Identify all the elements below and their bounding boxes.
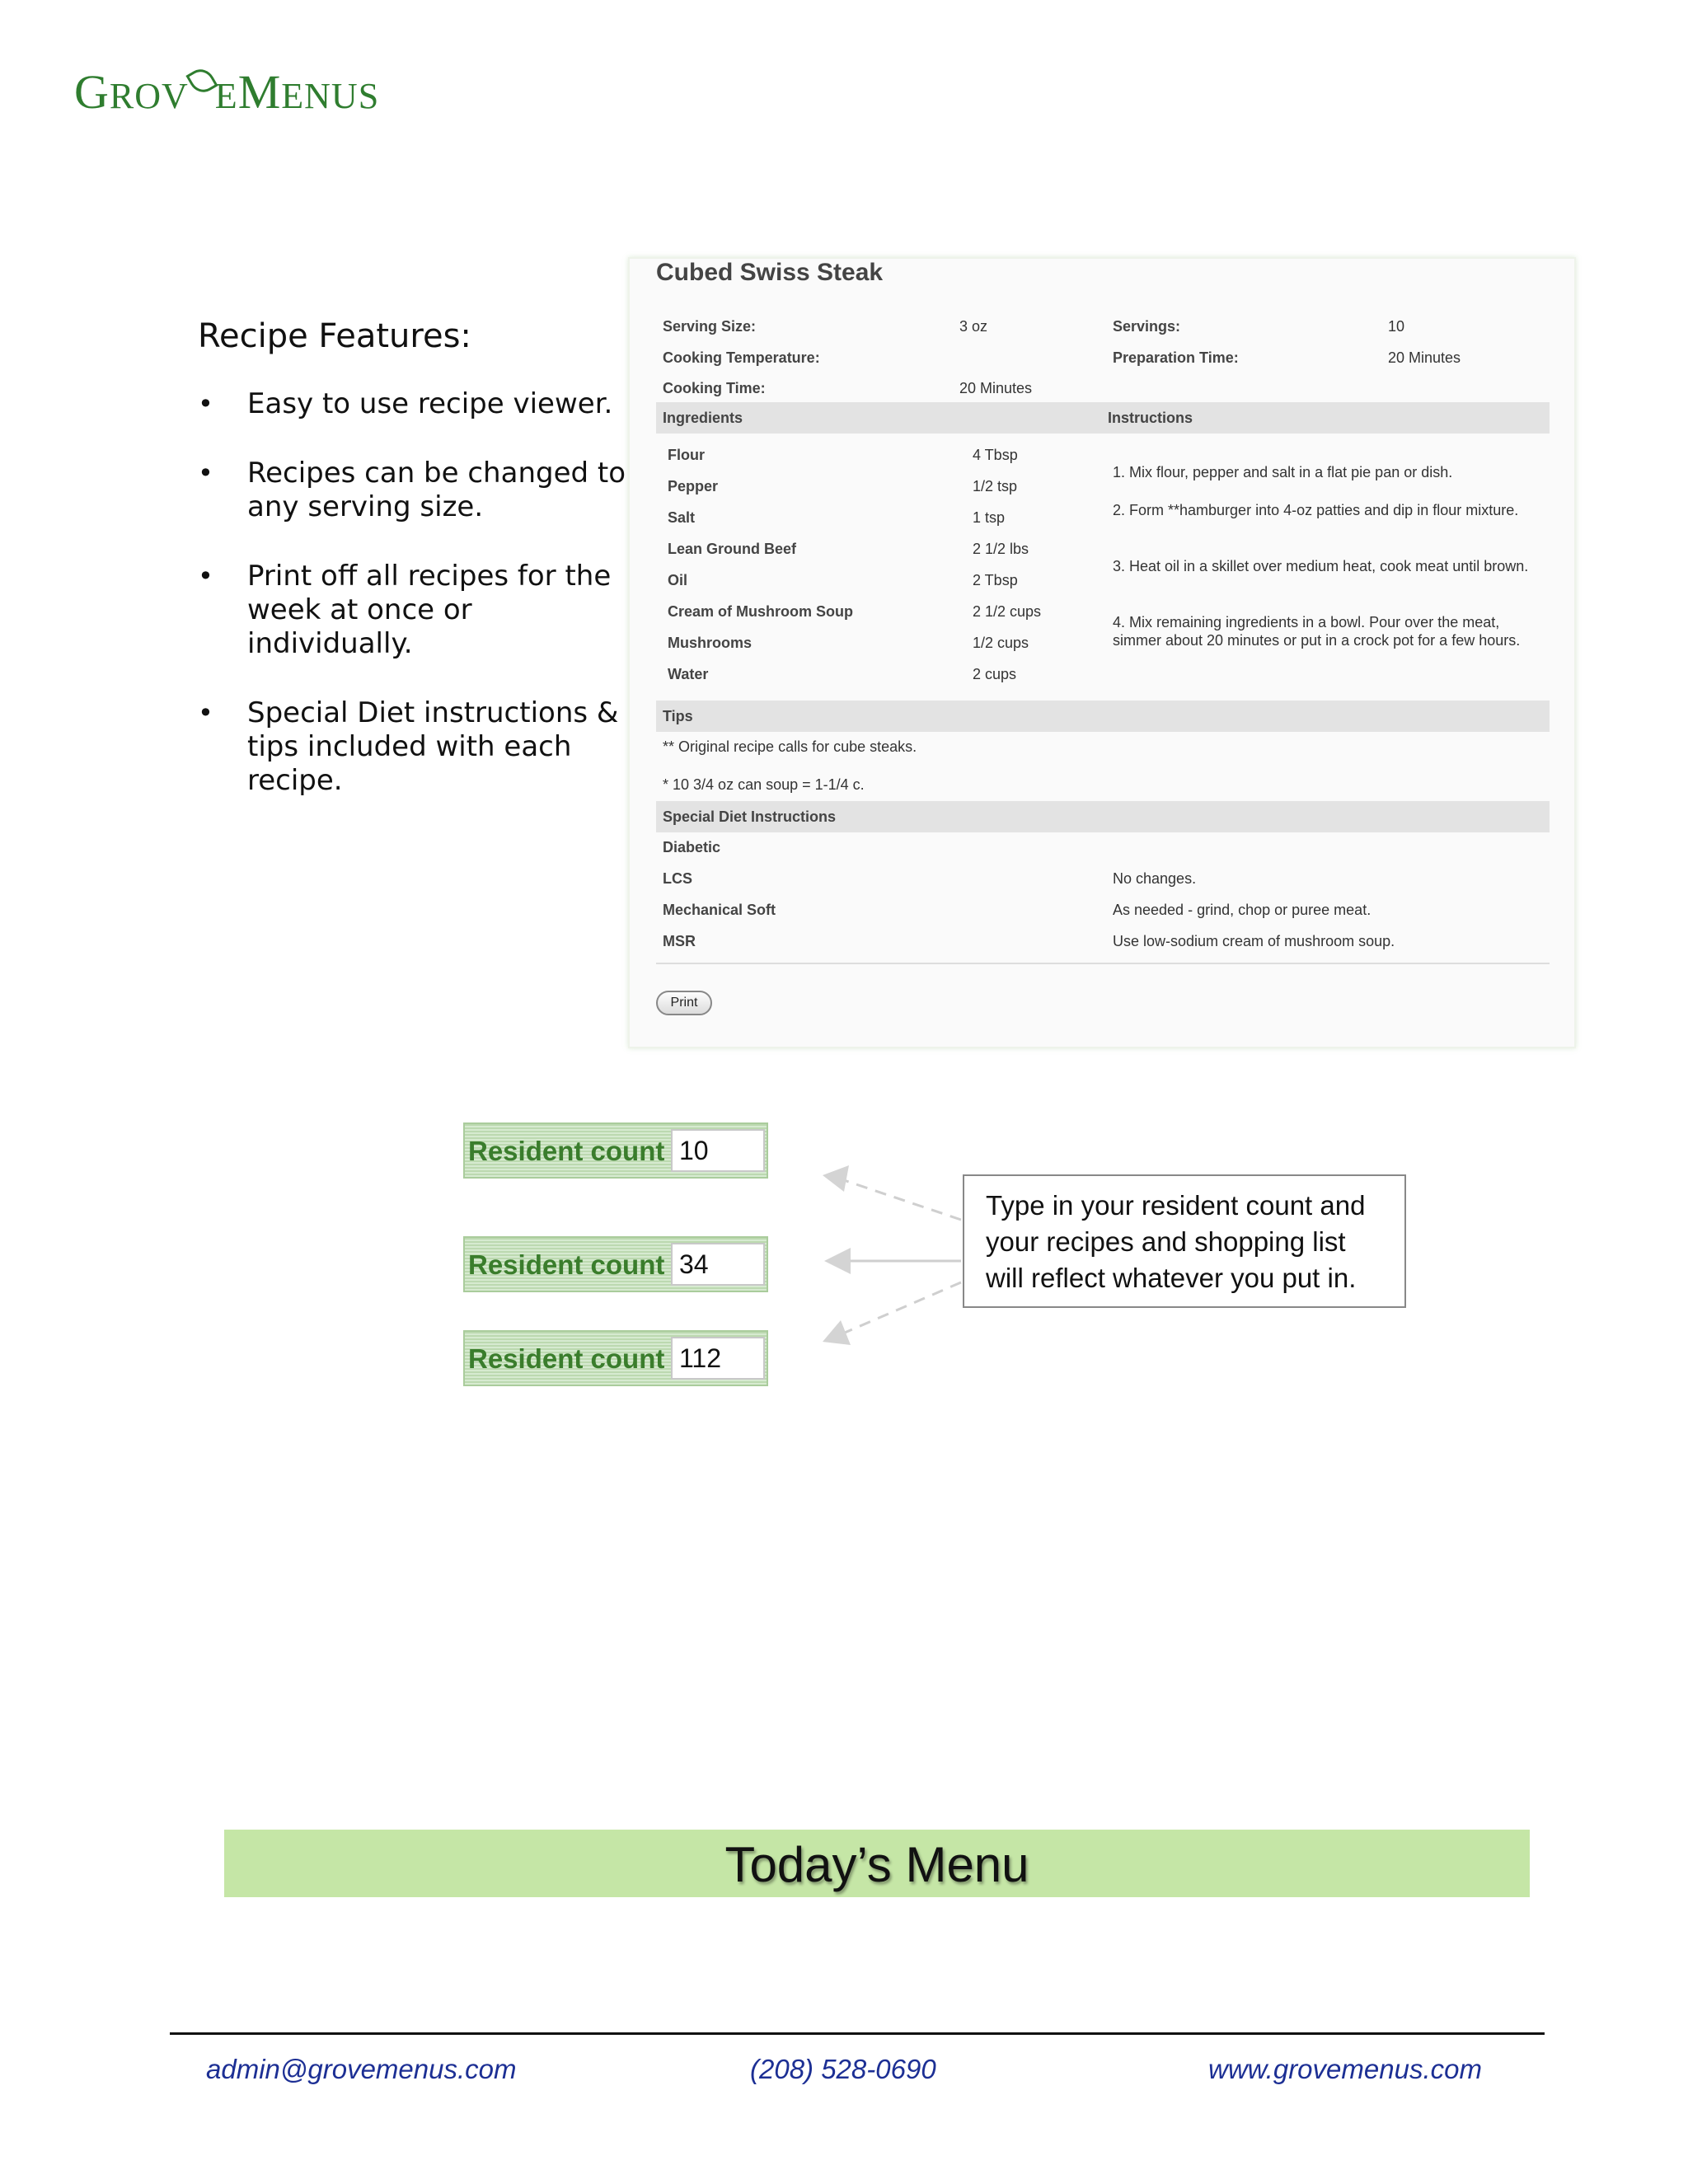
- arrow-line: [839, 1179, 961, 1220]
- callout-arrows: [808, 1137, 973, 1376]
- ingredient-qty: 1/2 tsp: [973, 478, 1018, 494]
- diet-note: Use low-sodium cream of mushroom soup.: [1113, 933, 1395, 949]
- instruction-step: 1. Mix flour, pepper and salt in a flat pie pan or dish.: [1113, 464, 1453, 480]
- ingredient-qty: 1/2 cups: [973, 635, 1029, 651]
- special-diet-header: Special Diet Instructions: [663, 808, 837, 825]
- tip-text: * 10 3/4 oz can soup = 1-1/4 c.: [663, 776, 865, 793]
- print-button[interactable]: Print: [656, 991, 712, 1015]
- instruction-step: 4. Mix remaining ingredients in a bowl. Pour over the meat, simmer about 20 minutes or put in a crock pot for a few hours.: [1113, 614, 1521, 649]
- todays-menu-title: Today’s Menu: [724, 1837, 1029, 1892]
- ingredient-name: Oil: [668, 572, 688, 588]
- ingredient-qty: 2 Tbsp: [973, 572, 1018, 588]
- feature-item: [198, 387, 626, 421]
- resident-count-widget: [463, 1236, 768, 1292]
- ingredient-qty: 2 1/2 cups: [973, 603, 1042, 620]
- arrow-head: [823, 1165, 849, 1192]
- feature-text: Recipes can be changed to any serving size.: [247, 457, 626, 523]
- diet-name: Mechanical Soft: [663, 902, 776, 918]
- ingredient-name: Flour: [668, 447, 705, 463]
- prep-time-label: Preparation Time:: [1113, 349, 1239, 366]
- panel-divider: [656, 963, 1550, 964]
- features-title: Recipe Features:: [198, 317, 471, 355]
- prep-time-value: 20 Minutes: [1388, 349, 1461, 366]
- instruction-step: 3. Heat oil in a skillet over medium heat, cook meat until brown.: [1113, 558, 1529, 574]
- instruction-step: 2. Form **hamburger into 4-oz patties and dip in flour mixture.: [1113, 502, 1519, 518]
- diet-note: As needed - grind, chop or puree meat.: [1113, 902, 1372, 918]
- cooking-time-value: 20 Minutes: [959, 380, 1033, 396]
- serving-size-value: 3 oz: [959, 318, 988, 335]
- resident-count-input[interactable]: 112: [671, 1337, 765, 1380]
- logo-text-e: E: [214, 76, 238, 116]
- special-diet-header-band: [656, 801, 1550, 832]
- feature-item: [198, 457, 626, 524]
- tips-header-band: [656, 701, 1550, 732]
- feature-item: [198, 696, 626, 798]
- tips-header: Tips: [663, 708, 693, 724]
- resident-count-callout: Type in your resident count and your recipes and shopping list will reflect whatever you put in.: [963, 1174, 1406, 1308]
- resident-count-input[interactable]: 34: [671, 1243, 765, 1286]
- footer-website[interactable]: www.grovemenus.com: [1208, 2054, 1482, 2084]
- diet-name: Diabetic: [663, 839, 721, 855]
- arrow-head: [824, 1248, 851, 1274]
- cooking-temp-label: Cooking Temperature:: [663, 349, 820, 366]
- footer-email[interactable]: admin@grovemenus.com: [206, 2054, 517, 2084]
- ingredients-instructions-header: [656, 402, 1550, 434]
- ingredient-name: Cream of Mushroom Soup: [668, 603, 854, 620]
- diet-note: No changes.: [1113, 870, 1197, 887]
- servings-label: Servings:: [1113, 318, 1181, 335]
- serving-size-label: Serving Size:: [663, 318, 757, 335]
- servings-value: 10: [1388, 318, 1405, 335]
- resident-count-label: Resident count: [468, 1343, 665, 1374]
- features-list: [198, 387, 626, 833]
- resident-count-widget: [463, 1122, 768, 1179]
- footer-divider: [170, 2032, 1545, 2035]
- ingredient-name: Mushrooms: [668, 635, 753, 651]
- bullet-icon: •: [198, 457, 213, 489]
- leaf-icon: [185, 64, 218, 97]
- feature-item: [198, 560, 626, 661]
- ingredient-name: Water: [668, 666, 709, 682]
- feature-text: Print off all recipes for the week at once or individually.: [247, 560, 612, 660]
- todays-menu-banner: [224, 1830, 1530, 1897]
- recipe-title: Cubed Swiss Steak: [656, 259, 884, 286]
- resident-count-label: Resident count: [468, 1249, 665, 1280]
- ingredient-name: Salt: [668, 509, 696, 526]
- logo-letter-m: M: [237, 65, 282, 119]
- ingredient-name: Lean Ground Beef: [668, 541, 797, 557]
- recipe-viewer-panel: [628, 257, 1576, 1048]
- tip-text: ** Original recipe calls for cube steaks.: [663, 738, 917, 755]
- ingredients-header: Ingredients: [663, 410, 743, 426]
- ingredient-qty: 4 Tbsp: [973, 447, 1018, 463]
- bullet-icon: •: [198, 697, 213, 729]
- footer-phone: (208) 528-0690: [750, 2054, 936, 2084]
- instructions-header: Instructions: [1108, 410, 1193, 426]
- grovemenus-logo: [74, 64, 379, 120]
- resident-count-label: Resident count: [468, 1136, 665, 1166]
- arrow-line: [839, 1282, 961, 1335]
- ingredient-qty: 2 cups: [973, 666, 1017, 682]
- diet-name: MSR: [663, 933, 696, 949]
- ingredient-name: Pepper: [668, 478, 719, 494]
- bullet-icon: •: [198, 388, 213, 419]
- ingredient-qty: 2 1/2 lbs: [973, 541, 1029, 557]
- cooking-time-label: Cooking Time:: [663, 380, 766, 396]
- logo-letter-g: G: [74, 65, 110, 119]
- resident-count-widget: [463, 1330, 768, 1386]
- logo-text-rov: ROV: [109, 76, 189, 116]
- logo-text-enus: ENUS: [281, 76, 380, 116]
- ingredient-qty: 1 tsp: [973, 509, 1006, 526]
- resident-count-input[interactable]: 10: [671, 1129, 765, 1172]
- bullet-icon: •: [198, 560, 213, 592]
- feature-text: Special Diet instructions & tips included with each recipe.: [247, 696, 619, 797]
- feature-text: Easy to use recipe viewer.: [247, 387, 613, 420]
- diet-name: LCS: [663, 870, 692, 887]
